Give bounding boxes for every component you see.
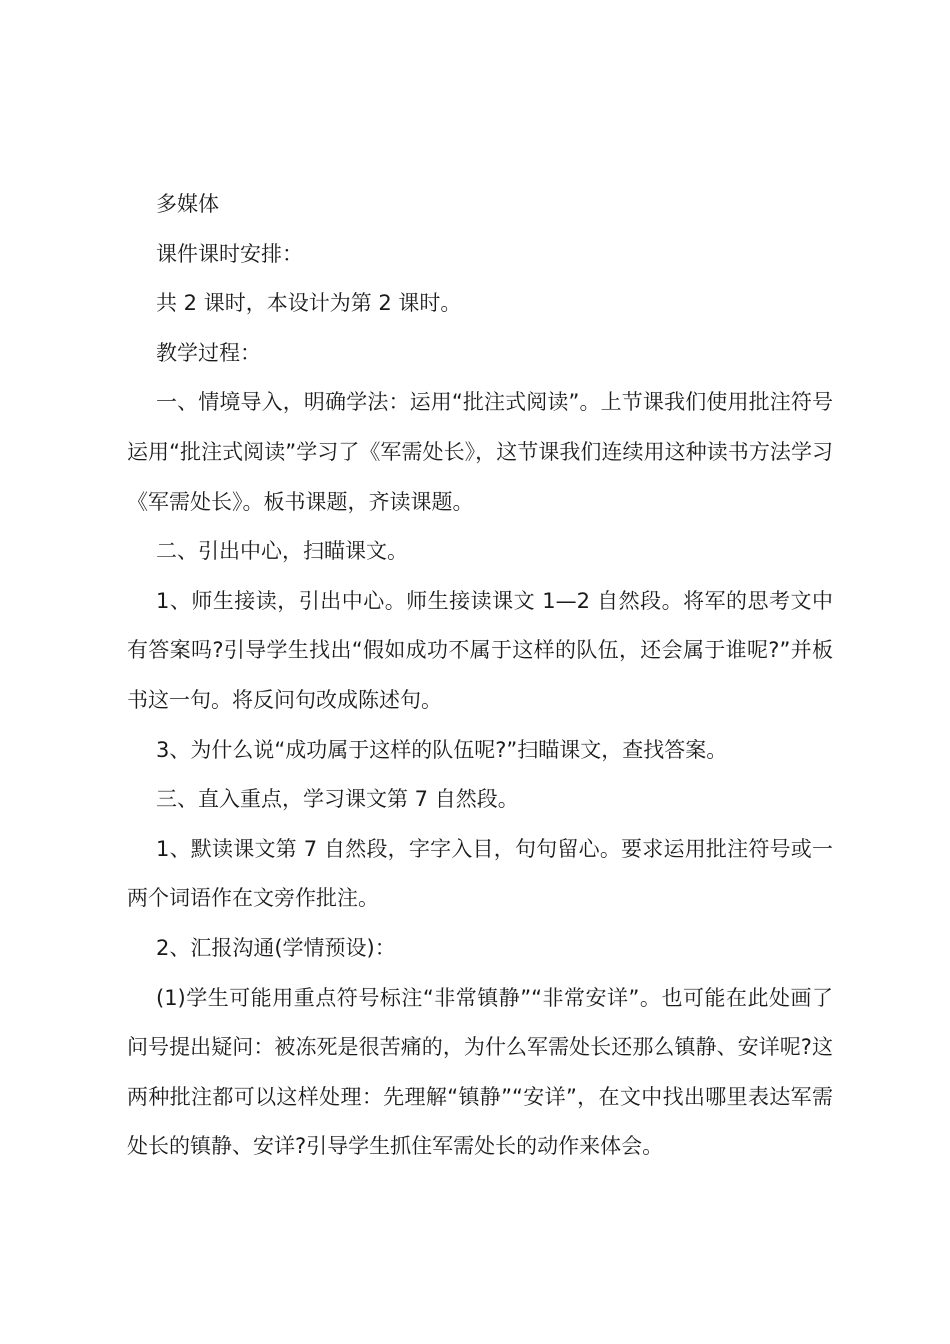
- paragraph-step-two-item-3: 3、为什么说“成功属于这样的队伍呢?”扫瞄课文，查找答案。: [156, 737, 728, 762]
- paragraph-step-two-item-1: 1、师生接读，引出中心。师生接读课文 1—2 自然段。将军的思考文中有答案吗?引导学生找出“假如成功不属于这样的队伍，还会属于谁呢?”并板书这一句。将反问句改成陈述句。: [127, 588, 833, 712]
- paragraph-step-three: 三、直入重点，学习课文第 7 自然段。: [156, 787, 519, 812]
- paragraph-schedule-heading: 课件课时安排：: [156, 241, 303, 266]
- document-body: [127, 180, 833, 1172]
- paragraph-schedule: 共 2 课时，本设计为第 2 课时。: [156, 291, 462, 316]
- paragraph-multimedia: 多媒体: [156, 192, 219, 216]
- paragraph-step-three-item-1: 1、默读课文第 7 自然段，字字入目，句句留心。要求运用批注符号或一两个词语作在文旁作批注。: [127, 836, 833, 911]
- paragraph-step-two: 二、引出中心，扫瞄课文。: [156, 539, 408, 564]
- paragraph-step-three-item-2-1: (1)学生可能用重点符号标注“非常镇静”“非常安详”。也可能在此处画了问号提出疑问：被冻死是很苦痛的，为什么军需处长还那么镇静、安详呢?这两种批注都可以这样处理：先理解“镇静”“安详”，在文中找出哪里表达军需处长的镇静、安详?引导学生抓住军需处长的动作来体会。: [127, 985, 833, 1159]
- paragraph-step-one: 一、情境导入，明确学法：运用“批注式阅读”。上节课我们使用批注符号运用“批注式阅读”学习了《军需处长》，这节课我们连续用这种读书方法学习《军需处长》。板书课题，齐读课题。: [127, 390, 833, 514]
- paragraph-process-heading: 教学过程：: [156, 340, 261, 365]
- paragraph-step-three-item-2: 2、汇报沟通(学情预设)：: [156, 935, 396, 960]
